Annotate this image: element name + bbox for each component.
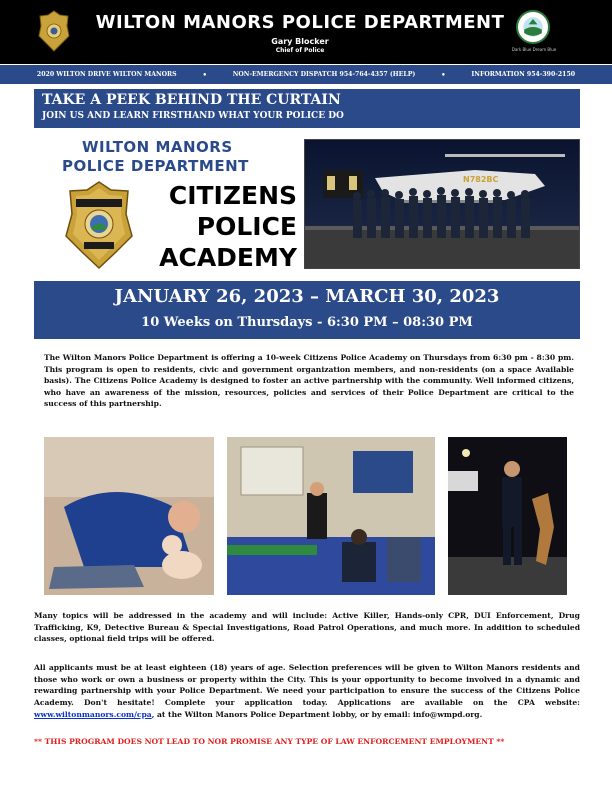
employment-disclaimer: ** THIS PROGRAM DOES NOT LEAD TO NOR PROMISE ANY TYPE OF LAW ENFORCEMENT EMPLOYMENT ** [34, 737, 505, 746]
classroom-presentation-photo [227, 437, 435, 595]
chief-name: Gary Blocker [271, 37, 329, 46]
contact-info-bar [0, 64, 612, 84]
cpr-training-photo [44, 437, 214, 595]
police-badge-icon [64, 180, 134, 270]
chief-title: Chief of Police [275, 47, 325, 54]
logo-line-police: POLICE [196, 212, 297, 241]
logo-line-wilton-manors: WILTON MANORS [82, 138, 233, 156]
logo-line-citizens: CITIZENS [168, 181, 297, 210]
academy-schedule: 10 Weeks on Thursdays - 6:30 PM – 08:30 PM [141, 315, 473, 330]
separator-dot: • [202, 70, 207, 79]
group-photo-helicopter [304, 139, 580, 269]
academy-date-range: JANUARY 26, 2023 – MARCH 30, 2023 [114, 286, 500, 307]
requirements-text: All applicants must be at least eighteen (18) years of age. Selection preferences will be given to Wilton Manors residents and those who work or own a business or property within the City. This is your opportunity to become involved in a dynamic and rewarding partnership with your Police Department. We need your participation to ensure the success of the Citizens Police Academy. Don't hesitate! Complete your application today. Applications are available on the CPA website: [34, 663, 580, 708]
requirements-text-continued: , at the Wilton Manors Police Department lobby, or by email: info@wmpd.org. [151, 709, 483, 719]
logo-line-police-department: POLICE DEPARTMENT [62, 157, 249, 175]
banner-subtitle: JOIN US AND LEARN FIRSTHAND WHAT YOUR POLICE DO [42, 111, 344, 121]
city-seal-icon [516, 10, 550, 44]
intro-banner [34, 89, 580, 128]
dispatch-phone-text: NON-EMERGENCY DISPATCH 954-764-4357 (HELP) [232, 71, 416, 78]
helicopter-tail-number: N782BC [463, 175, 499, 184]
address-text: 2020 WILTON DRIVE WILTON MANORS [36, 71, 177, 78]
dates-banner [34, 281, 580, 339]
separator-dot: • [441, 70, 446, 79]
police-badge-icon [38, 10, 70, 52]
topics-paragraph: Many topics will be addressed in the academy and will include: Active Killer, Hands-only CPR, DUI Enforcement, Drug Trafficking, K9, Detective Bureau & Special Investigations, Road Patrol Operations, and much more. In addition to scheduled classes, optional field trips will be offered. [34, 611, 580, 644]
information-phone-text: INFORMATION 954-390-2150 [471, 71, 576, 78]
banner-title: TAKE A PEEK BEHIND THE CURTAIN [42, 92, 341, 108]
seal-caption: Dark Blue Dream Blue [511, 47, 557, 52]
requirements-paragraph [34, 662, 580, 721]
intro-paragraph: The Wilton Manors Police Department is offering a 10-week Citizens Police Academy on Thursdays from 6:30 pm - 8:30 pm. This program is open to residents, civic and government organization members, and non-residents (on a space Available basis). The Citizens Police Academy is designed to foster an active partnership with the community. Well informed citizens, who have an awareness of the mission, resources, policies and services of their Police Department are critical to the success of this partnership. [44, 353, 574, 408]
cpa-website-link[interactable]: www.wiltonmanors.com/cpa [34, 709, 152, 719]
page-header [0, 0, 612, 64]
department-title: WILTON MANORS POLICE DEPARTMENT [95, 12, 505, 33]
k9-demonstration-photo [448, 437, 567, 595]
logo-line-academy: ACADEMY [159, 243, 297, 272]
